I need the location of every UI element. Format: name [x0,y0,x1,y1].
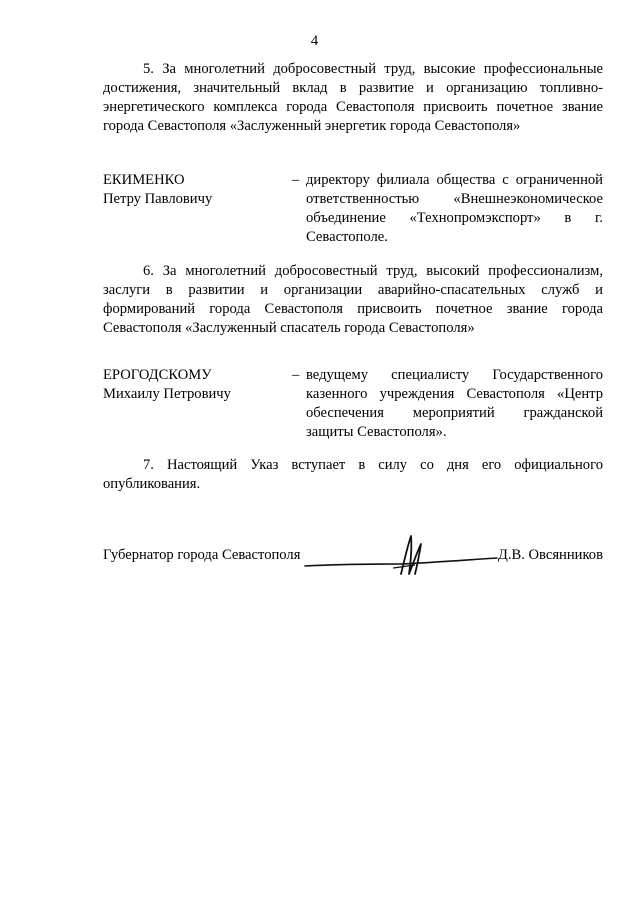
handwritten-signature [301,534,501,584]
awardee-position: ведущему специалисту Государственного казенного учреждения Севастополя «Центр обеспечения мероприятий гражданской защиты Севастополя». [306,367,603,440]
awardee-full-name [103,171,288,209]
awardee-position: директору филиала общества с ограниченной ответственностью «Внешнеэкономическое объединение «Технопромэкспорт» в г. Севастополе. [306,172,603,245]
paragraph-item-5: 5. За многолетний добросовестный труд, высокие профессиональные достижения, значительный вклад в развитие и организацию топливно-энергетического комплекса города Севастополя присвоить почетное звание города Севастополя «Заслуженный энергетик города Севастополя» [103,61,603,134]
signature-block [103,546,603,596]
dash: – [292,172,300,188]
awardee-given-names: Петру Павловичу [103,191,213,207]
signatory-title: Губернатор города Севастополя [103,547,301,563]
page-number: 4 [310,33,319,49]
signatory-name: Д.В. Овсянников [497,547,603,563]
dash: – [292,367,300,383]
awardee-given-names: Михаилу Петровичу [103,386,231,402]
paragraph-item-6: 6. За многолетний добросовестный труд, высокий профессионализм, заслуги в развитии и организации аварийно-спасательных служб и формирований города Севастополя присвоить почетное звание города Севастополя «Заслуженный спасатель города Севастополя» [103,263,603,336]
awardee-full-name [103,366,288,404]
awardee-surname: ЕРОГОДСКОМУ [103,367,212,383]
paragraph-item-7: 7. Настоящий Указ вступает в силу со дня его официального опубликования. [103,457,603,492]
awardee-surname: ЕКИМЕНКО [103,172,185,188]
